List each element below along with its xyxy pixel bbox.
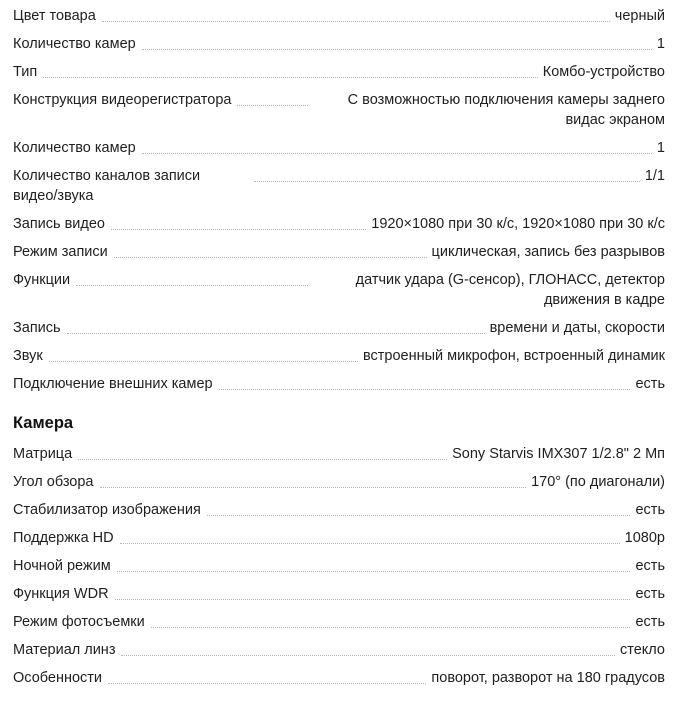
- spec-row-external-cameras: [13, 374, 665, 394]
- spec-label: Запись видео: [13, 216, 105, 232]
- dotted-leader: [121, 640, 615, 656]
- spec-value: есть: [635, 614, 665, 630]
- dotted-leader: [111, 214, 366, 230]
- spec-row-sound: [13, 346, 665, 366]
- spec-value: С возможностью подключения камеры заднего видас экраном: [347, 92, 665, 128]
- dotted-leader: [117, 556, 631, 572]
- dotted-leader: [115, 584, 631, 600]
- spec-label: Звук: [13, 348, 43, 364]
- spec-value: есть: [635, 502, 665, 518]
- spec-value: Комбо-устройство: [542, 64, 665, 80]
- spec-label: Материал линз: [13, 642, 116, 658]
- spec-label: Количество камер: [13, 36, 136, 52]
- spec-row-sensor: [13, 444, 665, 464]
- spec-label: Угол обзора: [13, 474, 94, 490]
- spec-value: циклическая, запись без разрывов: [431, 244, 665, 260]
- spec-label: Запись: [13, 320, 61, 336]
- spec-label: Поддержка HD: [13, 530, 114, 546]
- dotted-leader: [78, 444, 447, 460]
- spec-label: Подключение внешних камер: [13, 376, 213, 392]
- dotted-leader: [219, 374, 631, 390]
- spec-label: Функции: [13, 272, 71, 288]
- spec-row-recording-mode: [13, 242, 665, 262]
- spec-value: черный: [614, 8, 665, 24]
- spec-value: есть: [635, 376, 665, 392]
- spec-value: 1: [656, 140, 665, 156]
- dotted-leader: [120, 528, 620, 544]
- spec-value: стекло: [620, 642, 665, 658]
- spec-label: Конструкция видеорегистратора: [13, 92, 232, 108]
- spec-value: 1: [656, 36, 665, 52]
- spec-label: Ночной режим: [13, 558, 111, 574]
- spec-label: Особенности: [13, 670, 103, 686]
- spec-row-camera-count-2: [13, 138, 665, 158]
- dotted-leader: [151, 612, 631, 628]
- spec-row-stabilizer: [13, 500, 665, 520]
- spec-row-recording: [13, 318, 665, 338]
- spec-label: Количество камер: [13, 140, 136, 156]
- spec-value: Sony Starvis IMX307 1/2.8" 2 Мп: [452, 446, 665, 462]
- dotted-leader: [207, 500, 631, 516]
- spec-row-construction: [13, 90, 665, 130]
- dotted-leader: [43, 62, 538, 78]
- spec-value: 1920×1080 при 30 к/с, 1920×1080 при 30 к/с: [371, 216, 665, 232]
- spec-label: Функция WDR: [13, 586, 109, 602]
- spec-row-wdr: [13, 584, 665, 604]
- spec-row-photo-mode: [13, 612, 665, 632]
- dotted-leader: [254, 166, 640, 182]
- spec-row-color: [13, 6, 665, 26]
- spec-row-night-mode: [13, 556, 665, 576]
- dotted-leader: [76, 270, 308, 286]
- spec-value: 170° (по диагонали): [531, 474, 665, 490]
- dotted-leader: [100, 472, 527, 488]
- spec-value: встроенный микрофон, встроенный динамик: [362, 348, 665, 364]
- spec-label: Цвет товара: [13, 8, 96, 24]
- spec-value: 1/1: [644, 168, 665, 184]
- section-title-camera: Камера: [13, 414, 74, 432]
- spec-row-lens-material: [13, 640, 665, 660]
- spec-row-camera-count: [13, 34, 665, 54]
- dotted-leader: [237, 90, 308, 106]
- spec-value: есть: [635, 558, 665, 574]
- spec-value: времени и даты, скорости: [489, 320, 665, 336]
- spec-label: Режим записи: [13, 244, 108, 260]
- spec-label: Матрица: [13, 446, 73, 462]
- spec-row-channels: [13, 166, 665, 206]
- dotted-leader: [67, 318, 485, 334]
- spec-value: датчик удара (G-сенсор), ГЛОНАСС, детектор движения в кадре: [355, 272, 665, 308]
- spec-value: 1080p: [624, 530, 665, 546]
- dotted-leader: [142, 138, 652, 154]
- spec-row-hd-support: [13, 528, 665, 548]
- spec-value: есть: [635, 586, 665, 602]
- spec-label: Режим фотосъемки: [13, 614, 145, 630]
- spec-label: Стабилизатор изображения: [13, 502, 201, 518]
- dotted-leader: [108, 668, 426, 684]
- spec-value: поворот, разворот на 180 градусов: [431, 670, 665, 686]
- spec-row-view-angle: [13, 472, 665, 492]
- spec-row-video-recording: [13, 214, 665, 234]
- dotted-leader: [114, 242, 427, 258]
- spec-label: Тип: [13, 64, 38, 80]
- dotted-leader: [49, 346, 358, 362]
- dotted-leader: [102, 6, 610, 22]
- spec-row-type: [13, 62, 665, 82]
- spec-row-features: [13, 668, 665, 688]
- spec-label: Количество каналов записи видео/звука: [13, 168, 201, 204]
- spec-row-functions: [13, 270, 665, 310]
- dotted-leader: [142, 34, 652, 50]
